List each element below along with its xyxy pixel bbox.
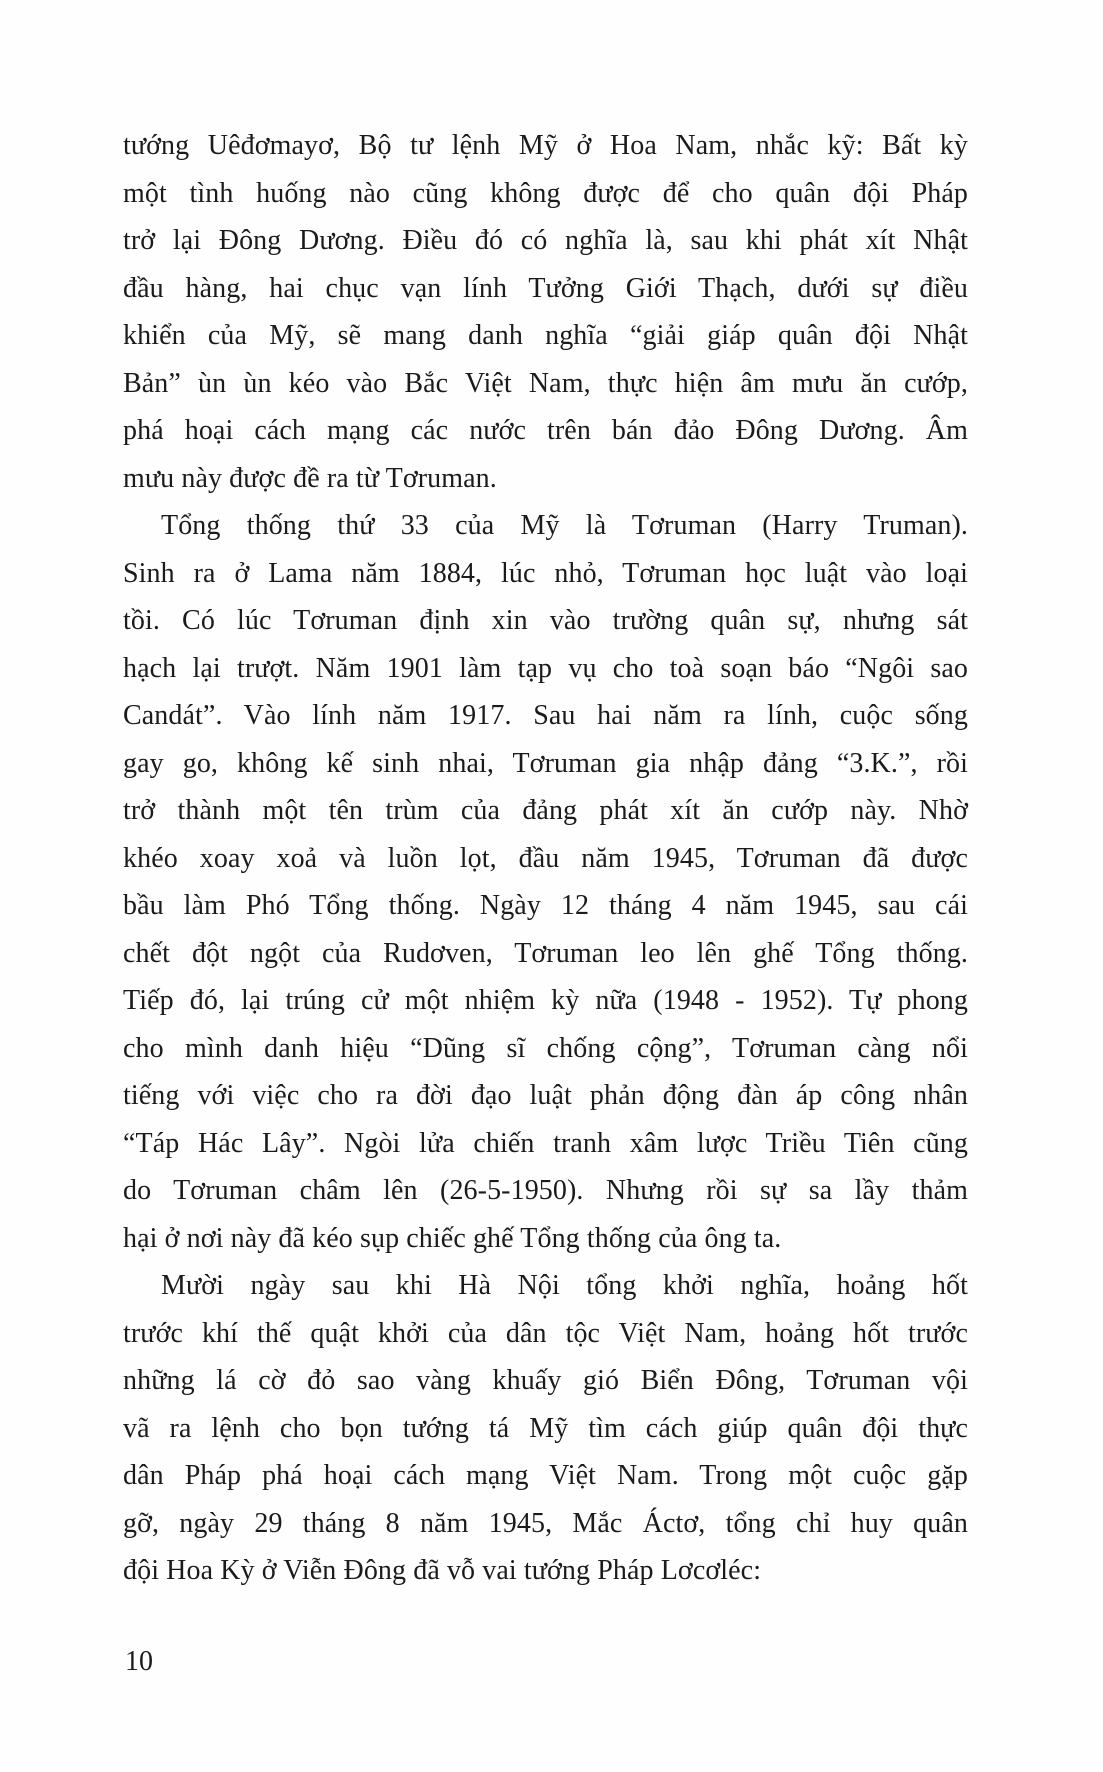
- text-line: chết đột ngột của Rudơven, Tơruman leo lên ghế Tổng thống.: [123, 937, 968, 969]
- page-number: 10: [125, 1646, 153, 1677]
- text-line: gay go, không kế sinh nhai, Tơruman gia nhập đảng “3.K.”, rồi: [123, 747, 968, 779]
- page-text: [123, 122, 968, 1595]
- text-line: bầu làm Phó Tổng thống. Ngày 12 tháng 4 năm 1945, sau cái: [123, 890, 968, 921]
- text-line: Sinh ra ở Lama năm 1884, lúc nhỏ, Tơruman học luật vào loại: [123, 557, 968, 589]
- text-line: dân Pháp phá hoại cách mạng Việt Nam. Trong một cuộc gặp: [123, 1460, 968, 1491]
- text-line: Tổng thống thứ 33 của Mỹ là Tơruman (Harry Truman).: [161, 510, 968, 541]
- paragraph: [123, 1262, 968, 1595]
- text-line: Mười ngày sau khi Hà Nội tổng khởi nghĩa, hoảng hốt: [161, 1270, 968, 1301]
- text-line: một tình huống nào cũng không được để cho quân đội Pháp: [123, 177, 968, 209]
- text-line: Candát”. Vào lính năm 1917. Sau hai năm ra lính, cuộc sống: [123, 700, 968, 731]
- text-line: gỡ, ngày 29 tháng 8 năm 1945, Mắc Áctơ, tổng chỉ huy quân: [123, 1507, 968, 1539]
- text-line: tướng Uêđơmayơ, Bộ tư lệnh Mỹ ở Hoa Nam, nhắc kỹ: Bất kỳ: [123, 130, 968, 161]
- text-line: “Táp Hác Lây”. Ngòi lửa chiến tranh xâm lược Triều Tiên cũng: [123, 1127, 968, 1159]
- text-line: hạch lại trượt. Năm 1901 làm tạp vụ cho toà soạn báo “Ngôi sao: [123, 652, 968, 684]
- text-line: hại ở nơi này đã kéo sụp chiếc ghế Tổng thống của ông ta.: [123, 1222, 782, 1254]
- text-line: phá hoại cách mạng các nước trên bán đảo Đông Dương. Âm: [123, 415, 968, 446]
- text-line: khéo xoay xoả và luồn lọt, đầu năm 1945, Tơruman đã được: [123, 842, 968, 874]
- text-line: mưu này được đề ra từ Tơruman.: [123, 462, 497, 494]
- text-line: do Tơruman châm lên (26-5-1950). Nhưng rồi sự sa lầy thảm: [123, 1175, 968, 1206]
- text-line: tiếng với việc cho ra đời đạo luật phản động đàn áp công nhân: [123, 1080, 968, 1111]
- text-line: những lá cờ đỏ sao vàng khuấy gió Biển Đông, Tơruman vội: [123, 1365, 968, 1396]
- text-line: cho mình danh hiệu “Dũng sĩ chống cộng”, Tơruman càng nổi: [123, 1032, 968, 1064]
- text-line: đội Hoa Kỳ ở Viễn Đông đã vỗ vai tướng Pháp Lơcơléc:: [123, 1555, 762, 1586]
- paragraph: [123, 502, 968, 1262]
- text-line: trở lại Đông Dương. Điều đó có nghĩa là, sau khi phát xít Nhật: [123, 225, 968, 256]
- text-line: Tiếp đó, lại trúng cử một nhiệm kỳ nữa (1948 - 1952). Tự phong: [123, 985, 968, 1016]
- text-line: vã ra lệnh cho bọn tướng tá Mỹ tìm cách giúp quân đội thực: [123, 1412, 968, 1444]
- text-line: trước khí thế quật khởi của dân tộc Việt Nam, hoảng hốt trước: [123, 1317, 968, 1349]
- text-line: đầu hàng, hai chục vạn lính Tưởng Giới Thạch, dưới sự điều: [123, 272, 968, 304]
- text-line: Bản” ùn ùn kéo vào Bắc Việt Nam, thực hiện âm mưu ăn cướp,: [123, 367, 968, 399]
- text-line: tồi. Có lúc Tơruman định xin vào trường quân sự, nhưng sát: [123, 605, 968, 636]
- text-line: trở thành một tên trùm của đảng phát xít ăn cướp này. Nhờ: [123, 795, 968, 826]
- paragraph: [123, 122, 968, 502]
- text-line: khiển của Mỹ, sẽ mang danh nghĩa “giải giáp quân đội Nhật: [123, 320, 968, 351]
